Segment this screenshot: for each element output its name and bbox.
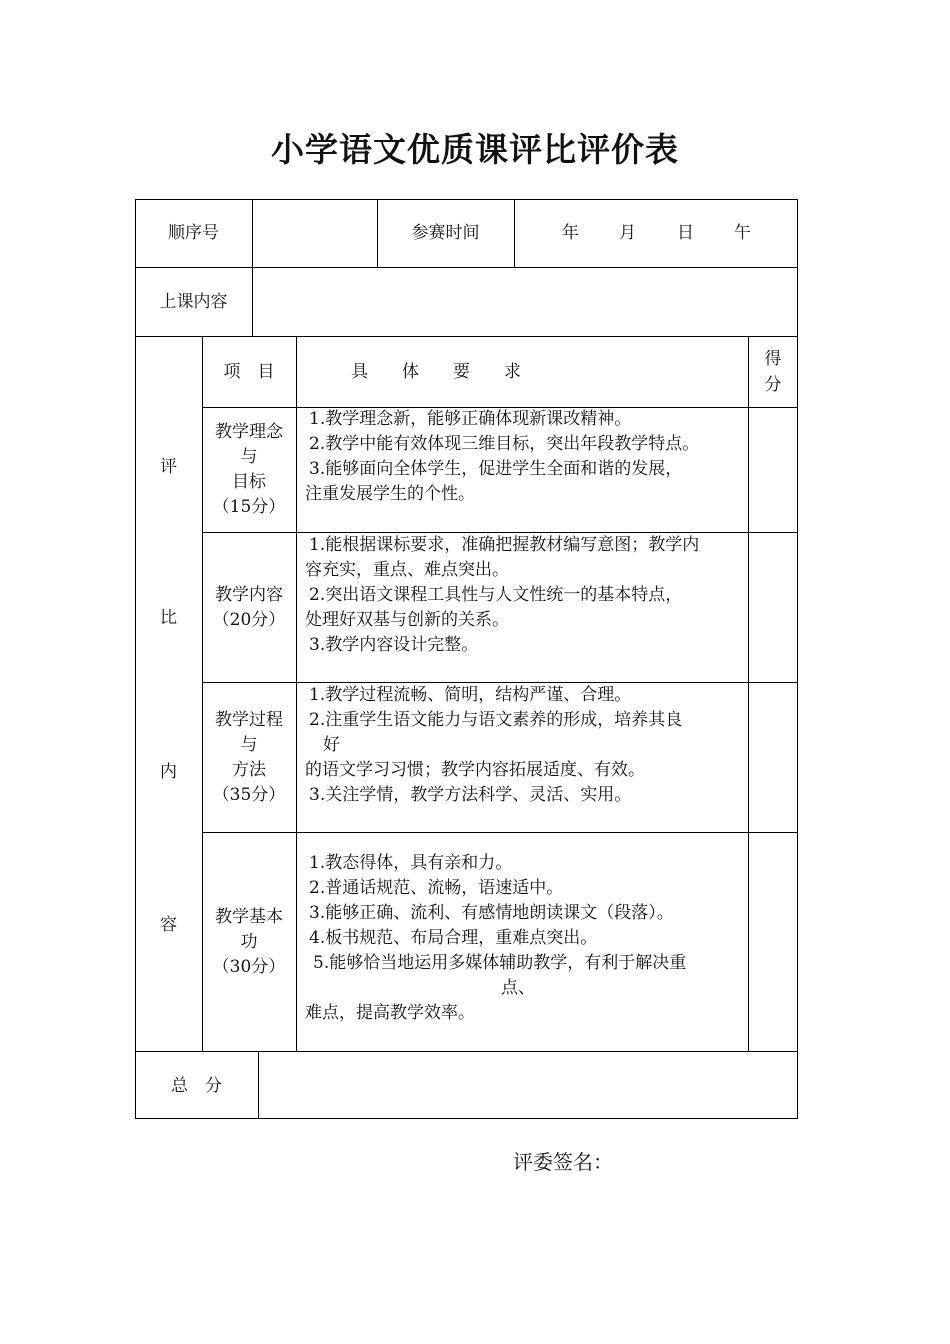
requirement-line: 处理好双基与创新的关系。 — [305, 610, 509, 630]
side-char-rong: 容 — [160, 915, 177, 935]
score-cell[interactable] — [749, 533, 797, 681]
col-divider — [296, 336, 297, 1051]
item-label-line: 教学过程 — [215, 710, 283, 730]
total-score-field[interactable] — [260, 1074, 790, 1099]
requirement-line: 注重发展学生的个性。 — [305, 484, 475, 504]
col-divider — [258, 1051, 259, 1119]
requirement-line: 3.关注学情，教学方法科学、灵活、实用。 — [309, 785, 632, 805]
time-unit-day: 日 — [677, 223, 694, 243]
col-header-score-1: 得 — [764, 349, 782, 369]
requirement-line: 1.教学过程流畅、简明，结构严谨、合理。 — [309, 685, 632, 705]
requirement-line: 3.能够面向全体学生，促进学生全面和谐的发展， — [309, 459, 683, 479]
requirement-line: 4.板书规范、布局合理，重难点突出。 — [309, 928, 598, 948]
time-label: 参赛时间 — [411, 223, 480, 243]
col-divider — [252, 267, 253, 336]
requirement-line: 好 — [323, 735, 340, 755]
requirements-text — [305, 407, 747, 507]
item-label-line: 与 — [240, 447, 258, 467]
requirement-line: 2.教学中能有效体现三维目标，突出年段教学特点。 — [309, 434, 700, 454]
item-label-line: 目标 — [232, 472, 266, 492]
side-char-bi: 比 — [160, 608, 177, 628]
col-header-item: 项 目 — [223, 362, 275, 382]
col-divider — [514, 199, 515, 267]
total-label: 总 分 — [171, 1076, 222, 1096]
judge-signature-label: 评委签名： — [513, 1150, 613, 1174]
page-title: 小学语文优质课评比评价表 — [271, 130, 679, 169]
col-header-score-2: 分 — [764, 375, 782, 395]
row-divider — [202, 832, 798, 833]
score-cell[interactable] — [749, 833, 797, 1050]
requirements-text — [305, 533, 747, 658]
requirement-line: 2.普通话规范、流畅，语速适中。 — [309, 878, 564, 898]
time-unit-year: 年 — [562, 223, 579, 243]
content-label: 上课内容 — [159, 292, 228, 312]
requirement-line: 1.能根据课标要求，准确把握教材编写意图；教学内 — [309, 535, 700, 555]
item-label-line: 教学理念 — [215, 422, 283, 442]
item-label-line: 教学内容 — [215, 585, 283, 605]
requirement-line: 的语文学习习惯；教学内容拓展适度、有效。 — [305, 760, 645, 780]
item-label-line: 教学基本 — [215, 907, 283, 927]
item-label-line: 方法 — [232, 760, 266, 780]
requirement-line: 3.能够正确、流利、有感情地朗读课文（段落）。 — [309, 903, 674, 923]
time-unit-month: 月 — [619, 223, 636, 243]
requirement-line: 难点，提高教学效率。 — [305, 1003, 475, 1023]
side-char-ping: 评 — [160, 457, 177, 477]
item-label-line: 与 — [240, 735, 258, 755]
requirement-line: 5.能够恰当地运用多媒体辅助教学，有利于解决重 — [313, 953, 687, 973]
requirement-line: 2.突出语文课程工具性与人文性统一的基本特点， — [309, 585, 683, 605]
side-char-nei: 内 — [160, 762, 177, 782]
requirement-line: 1.教学理念新，能够正确体现新课改精神。 — [309, 409, 632, 429]
requirement-line: 点、 — [501, 978, 535, 998]
row-divider — [135, 267, 798, 268]
content-value-field[interactable] — [262, 290, 782, 315]
row-divider — [135, 336, 798, 337]
requirements-text — [305, 683, 747, 808]
requirement-line: 容充实，重点、难点突出。 — [305, 560, 509, 580]
item-label-line: （15分） — [212, 497, 286, 517]
item-label-line: 功 — [240, 932, 258, 952]
item-label-line: （20分） — [212, 610, 286, 630]
score-cell[interactable] — [749, 408, 797, 531]
time-unit-noon: 午 — [734, 223, 751, 243]
item-label-line: （35分） — [212, 785, 286, 805]
seq-value-field[interactable] — [253, 221, 376, 246]
item-label-line: （30分） — [212, 957, 286, 977]
requirement-line: 3.教学内容设计完整。 — [309, 635, 479, 655]
col-header-requirements: 具 体 要 求 — [351, 362, 521, 382]
row-divider — [135, 1051, 798, 1052]
requirements-text — [305, 851, 747, 1026]
score-cell[interactable] — [749, 683, 797, 831]
requirement-line: 1.教态得体，具有亲和力。 — [309, 853, 513, 873]
requirement-line: 2.注重学生语文能力与语文素养的形成，培养其良 — [309, 710, 683, 730]
seq-label: 顺序号 — [168, 223, 219, 243]
